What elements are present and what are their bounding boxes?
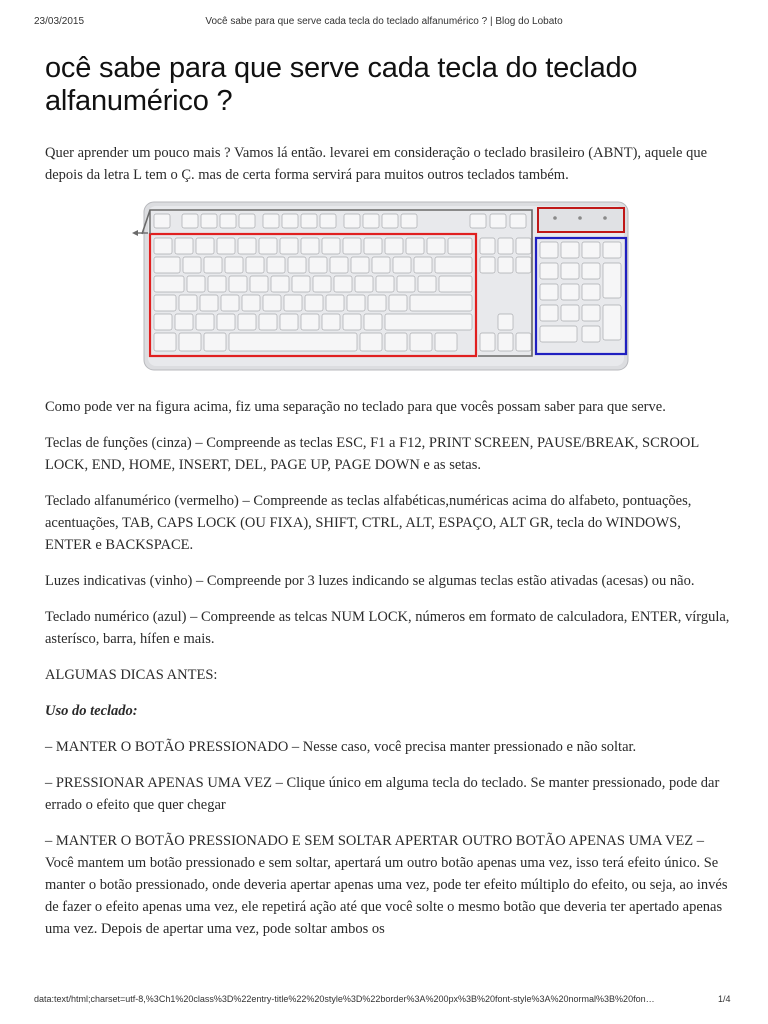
keycap — [309, 257, 327, 273]
keycap — [448, 238, 472, 254]
keycap — [363, 214, 379, 228]
tip-paragraph: – MANTER O BOTÃO PRESSIONADO E SEM SOLTAR APERTAR OUTRO BOTÃO APENAS UMA VEZ – Você mantem um botão pressionado e sem soltar, apertará um outro botão apenas uma vez, isso terá efeito único. Se manter o botão pressionado, onde deveria apertar apenas uma vez, pode ter efeito múltiplo do efeito, ou seja, ao invés de fazer o efeito apenas uma vez, ele repetirá ação até que você solte o mesmo botão que deveria ter apertado apenas uma vez. Depois de apertar uma vez, pode soltar ambos os — [45, 833, 728, 937]
keycap — [179, 295, 197, 311]
keycap — [183, 257, 201, 273]
keycap — [182, 214, 198, 228]
keycap — [187, 276, 205, 292]
page-number: 1/4 — [718, 994, 731, 1004]
tip-paragraph: – MANTER O BOTÃO PRESSIONADO – Nesse caso, você precisa manter pressionado e não soltar. — [45, 739, 637, 755]
keycap — [154, 257, 180, 273]
keycap — [480, 238, 495, 254]
keycap — [200, 295, 218, 311]
keycap — [343, 314, 361, 330]
keycap — [220, 214, 236, 228]
keycap — [401, 214, 417, 228]
keycap — [603, 242, 621, 258]
keycap — [364, 314, 382, 330]
keycap — [498, 238, 513, 254]
keycap — [204, 333, 226, 351]
keycap — [603, 305, 621, 340]
section-subheading: Uso do teclado: — [45, 703, 138, 719]
indicator-lights-panel — [538, 208, 624, 232]
keycap — [334, 276, 352, 292]
keycap — [470, 214, 486, 228]
keycap — [516, 333, 531, 351]
keycap — [344, 214, 360, 228]
tip-paragraph: – PRESSIONAR APENAS UMA VEZ – Clique único em alguma tecla do teclado. Se manter pressionado, pode dar errado o efeito que quer chegar — [45, 775, 720, 813]
keycap — [154, 314, 172, 330]
keycap — [271, 276, 289, 292]
keycap — [242, 295, 260, 311]
keycap — [603, 263, 621, 298]
keycap — [418, 276, 436, 292]
body-paragraph: Teclas de funções (cinza) – Compreende as teclas ESC, F1 a F12, PRINT SCREEN, PAUSE/BREAK, SCROOL LOCK, END, HOME, INSERT, DEL, PAGE UP, PAGE DOWN e as setas. — [45, 435, 699, 473]
keycap — [217, 238, 235, 254]
keycap — [397, 276, 415, 292]
keycap — [561, 263, 579, 279]
print-date: 23/03/2015 — [34, 16, 85, 27]
keycap — [154, 333, 176, 351]
keycap — [561, 305, 579, 321]
keycap — [427, 238, 445, 254]
keycap — [582, 326, 600, 342]
keycap — [313, 276, 331, 292]
keycap — [439, 276, 472, 292]
keycap — [516, 257, 531, 273]
keycap — [410, 295, 472, 311]
keycap — [330, 257, 348, 273]
keycap — [364, 238, 382, 254]
keycap — [435, 257, 472, 273]
keycap — [322, 238, 340, 254]
keycap — [246, 257, 264, 273]
keycap — [288, 257, 306, 273]
keycap — [393, 257, 411, 273]
keycap — [582, 263, 600, 279]
keycap — [154, 214, 170, 228]
keycap — [301, 238, 319, 254]
keycap — [322, 314, 340, 330]
article — [45, 52, 730, 954]
keycap — [320, 214, 336, 228]
keycap — [435, 333, 457, 351]
keycap — [480, 333, 495, 351]
keycap — [582, 284, 600, 300]
keycap — [208, 276, 226, 292]
body-paragraph: Teclado alfanumérico (vermelho) – Compreende as teclas alfabéticas,numéricas acima do alfabeto, pontuações, acentuações, TAB, CAPS LOCK (OU FIXA), SHIFT, CTRL, ALT, ESPAÇO, ALT GR, tecla do WINDOWS, ENTER e BACKSPACE. — [45, 493, 692, 553]
keycap — [280, 314, 298, 330]
keycap — [372, 257, 390, 273]
keycap — [355, 276, 373, 292]
article-title: ocê sabe para que serve cada tecla do teclado alfanumérico ? — [45, 52, 638, 117]
keycap — [582, 242, 600, 258]
keycap — [282, 214, 298, 228]
keycap — [229, 333, 357, 351]
keycap — [385, 314, 472, 330]
keycap — [498, 314, 513, 330]
keycap — [238, 314, 256, 330]
keycap — [263, 295, 281, 311]
keycap — [376, 276, 394, 292]
keycap — [382, 214, 398, 228]
keycap — [540, 326, 577, 342]
keycap — [406, 238, 424, 254]
keycap — [196, 238, 214, 254]
keycap — [410, 333, 432, 351]
keycap — [343, 238, 361, 254]
keycap — [498, 333, 513, 351]
keyboard-figure — [130, 200, 630, 376]
print-page-title: Você sabe para que serve cada tecla do teclado alfanumérico ? | Blog do Lobato — [205, 16, 563, 27]
keycap — [368, 295, 386, 311]
print-url: data:text/html;charset=utf-8,%3Ch1%20class%3D%22entry-title%22%20style%3D%22border%3A%200px%3B%20font-style%3A%20normal%3B%20fon… — [34, 994, 655, 1004]
keycap — [516, 238, 531, 254]
keycap — [561, 284, 579, 300]
keycap — [301, 314, 319, 330]
keycap — [284, 295, 302, 311]
keycap — [540, 284, 558, 300]
keycap — [259, 314, 277, 330]
keycap — [154, 276, 184, 292]
keycap — [179, 333, 201, 351]
keycap — [414, 257, 432, 273]
intro-paragraph: Quer aprender um pouco mais ? Vamos lá então. levarei em consideração o teclado brasileiro (ABNT), aquele que depois da letra L tem o Ç. mas de certa forma servirá para muitos outros teclados também. — [45, 145, 708, 183]
keycap — [259, 238, 277, 254]
keycap — [196, 314, 214, 330]
keycap — [351, 257, 369, 273]
body-paragraph: Luzes indicativas (vinho) – Compreende por 3 luzes indicando se algumas teclas estão ativadas (acesas) ou não. — [45, 573, 695, 589]
keycap — [280, 238, 298, 254]
keycap — [217, 314, 235, 330]
keycap — [221, 295, 239, 311]
keycap — [389, 295, 407, 311]
keycap — [582, 305, 600, 321]
keycap — [201, 214, 217, 228]
keyboard-image — [130, 200, 630, 376]
keycap — [510, 214, 526, 228]
body-paragraph: Teclado numérico (azul) – Compreende as telcas NUM LOCK, números em formato de calculadora, ENTER, vírgula, asterísco, barra, hífen e mais. — [45, 609, 730, 647]
keycap — [267, 257, 285, 273]
keycap — [292, 276, 310, 292]
keycap — [498, 257, 513, 273]
keycap — [347, 295, 365, 311]
keycap — [360, 333, 382, 351]
keycap — [175, 314, 193, 330]
keycap — [540, 263, 558, 279]
keycap — [175, 238, 193, 254]
keycap — [540, 305, 558, 321]
body-paragraph: Como pode ver na figura acima, fiz uma separação no teclado para que vocês possam saber para que serve. — [45, 399, 666, 415]
keycap — [154, 295, 176, 311]
keycap — [239, 214, 255, 228]
keycap — [480, 257, 495, 273]
print-header — [0, 10, 768, 26]
keycap — [490, 214, 506, 228]
keycap — [225, 257, 243, 273]
keycap — [540, 242, 558, 258]
keycap — [385, 333, 407, 351]
keycap — [154, 238, 172, 254]
keycap — [250, 276, 268, 292]
keycap — [301, 214, 317, 228]
keycap — [229, 276, 247, 292]
keycap — [238, 238, 256, 254]
keycap — [305, 295, 323, 311]
keycap — [326, 295, 344, 311]
keycap — [204, 257, 222, 273]
keycap — [385, 238, 403, 254]
keycap — [263, 214, 279, 228]
keycap — [561, 242, 579, 258]
body-paragraph: ALGUMAS DICAS ANTES: — [45, 667, 218, 683]
